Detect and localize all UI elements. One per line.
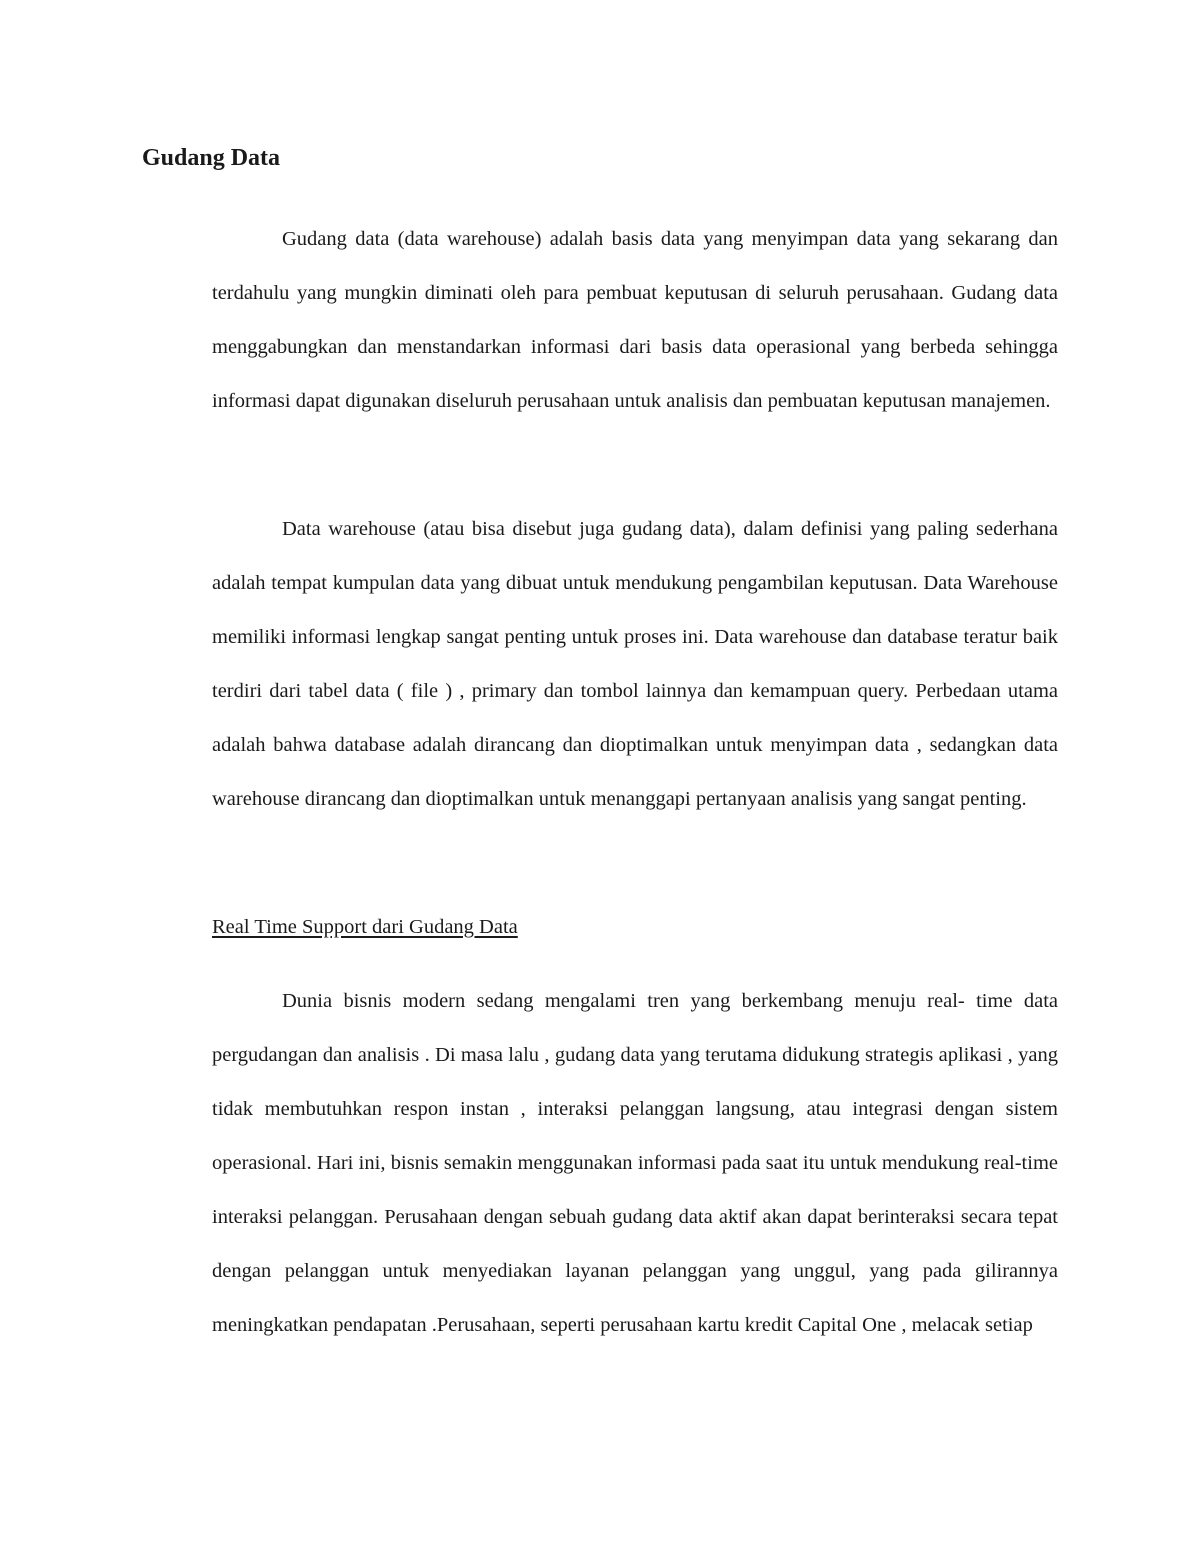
paragraph-data-warehouse: Data warehouse (atau bisa disebut juga gudang data), dalam definisi yang paling sederhana adalah tempat kumpulan data yang dibuat untuk mendukung pengambilan keputusan. Data Warehouse memiliki informasi lengkap sangat penting untuk proses ini. Data warehouse dan database teratur baik terdiri dari tabel data ( file ) , primary dan tombol lainnya dan kemampuan query. Perbedaan utama adalah bahwa database adalah dirancang dan dioptimalkan untuk menyimpan data , sedangkan data warehouse dirancang dan dioptimalkan untuk menanggapi pertanyaan analisis yang sangat penting. — [212, 518, 1058, 810]
paragraph-definition: Gudang data (data warehouse) adalah basis data yang menyimpan data yang sekarang dan terdahulu yang mungkin diminati oleh para pembuat keputusan di seluruh perusahaan. Gudang data menggabungkan dan menstandarkan informasi dari basis data operasional yang berbeda sehingga informasi dapat digunakan diseluruh perusahaan untuk analisis dan pembuatan keputusan manajemen. — [212, 228, 1058, 412]
document-title: Gudang Data — [142, 145, 281, 171]
section-heading-real-time-support: Real Time Support dari Gudang Data — [212, 916, 518, 938]
paragraph-real-time: Dunia bisnis modern sedang mengalami tren yang berkembang menuju real- time data pergudangan dan analisis . Di masa lalu , gudang data yang terutama didukung strategis aplikasi , yang tidak membutuhkan respon instan , interaksi pelanggan langsung, atau integrasi dengan sistem operasional. Hari ini, bisnis semakin menggunakan informasi pada saat itu untuk mendukung real-time interaksi pelanggan. Perusahaan dengan sebuah gudang data aktif akan dapat berinteraksi secara tepat dengan pelanggan untuk menyediakan layanan pelanggan yang unggul, yang pada gilirannya meningkatkan pendapatan .Perusahaan, seperti perusahaan kartu kredit Capital One , melacak setiap — [212, 990, 1058, 1336]
